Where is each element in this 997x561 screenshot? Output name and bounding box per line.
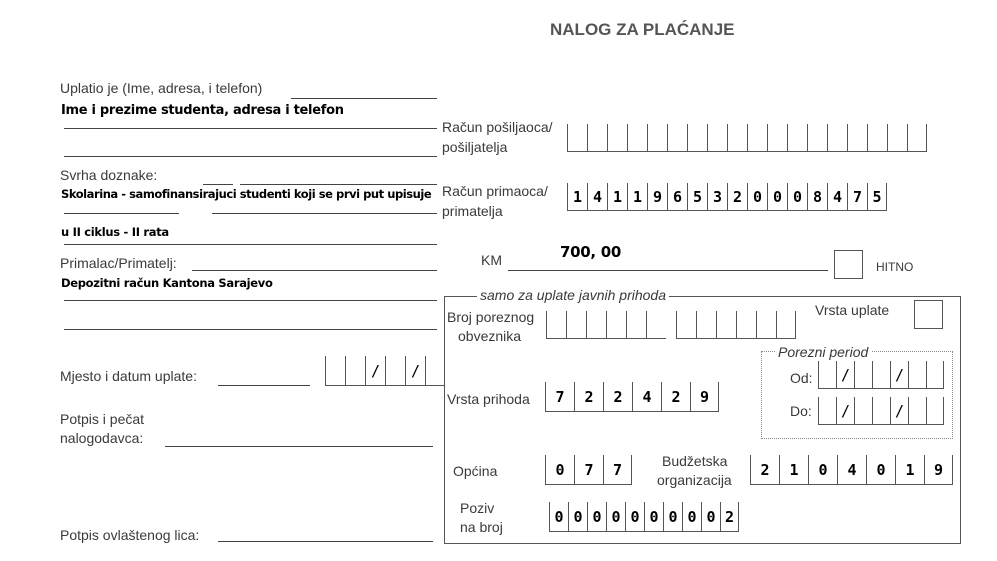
primalac-value[interactable]: Depozitni račun Kantona Sarajevo [61, 276, 273, 290]
date-cell[interactable] [836, 397, 854, 425]
form-title: NALOG ZA PLAĆANJE [550, 20, 735, 39]
digit-cell[interactable] [567, 124, 587, 152]
svrha-line-1b [240, 184, 437, 185]
porezni-period-legend: Porezni period [775, 344, 871, 361]
vrsta-prihoda-field[interactable] [545, 382, 719, 412]
digit-cell[interactable]: 7 [545, 382, 574, 412]
date-field[interactable] [325, 356, 445, 386]
digit-cell[interactable]: 2 [574, 382, 603, 412]
do-label: Do: [790, 403, 812, 419]
date-slash: / [370, 361, 381, 380]
digit-cell[interactable]: 6 [667, 183, 687, 211]
date-cell[interactable] [908, 397, 926, 425]
digit-cell[interactable] [776, 311, 796, 339]
digit-cell[interactable] [807, 124, 827, 152]
ovlastenog-line[interactable] [218, 541, 433, 542]
digit-cell[interactable]: 7 [574, 455, 603, 485]
km-label: KM [481, 252, 502, 268]
date-cell[interactable] [890, 361, 908, 389]
digit-cell[interactable]: 7 [603, 455, 632, 485]
digit-cell[interactable] [827, 124, 847, 152]
digit-cell[interactable] [727, 124, 747, 152]
poziv-label-1: Poziv [460, 500, 495, 516]
digit-cell[interactable] [607, 124, 627, 152]
svrha-label: Svrha doznake: [60, 167, 158, 183]
digit-cell[interactable] [667, 124, 687, 152]
uplatio-line-2 [64, 128, 437, 129]
broj-poreznog-label-2: obveznika [458, 328, 522, 344]
digit-cell[interactable]: 0 [866, 455, 895, 485]
digit-cell[interactable]: 0 [767, 183, 787, 211]
digit-cell[interactable]: 9 [647, 183, 667, 211]
date-cell[interactable] [926, 361, 944, 389]
digit-cell[interactable] [566, 311, 586, 339]
date-slash: / [894, 365, 905, 384]
digit-cell[interactable]: 4 [587, 183, 607, 211]
svrha-value-2[interactable]: u II ciklus - II rata [61, 225, 169, 239]
digit-cell[interactable]: 1 [627, 183, 647, 211]
date-cell[interactable] [365, 356, 385, 386]
digit-cell[interactable]: 3 [707, 183, 727, 211]
budzetska-field[interactable] [750, 455, 953, 485]
date-slash: / [894, 401, 905, 420]
svrha-line-2b [212, 213, 437, 214]
digit-cell[interactable]: 0 [701, 502, 720, 532]
od-date-field[interactable] [818, 361, 944, 389]
uplatio-line-1 [291, 98, 437, 99]
date-cell[interactable] [872, 361, 890, 389]
mjesto-line[interactable] [218, 385, 310, 386]
digit-cell[interactable]: 0 [787, 183, 807, 211]
svrha-value-1[interactable]: Skolarina - samofinansirajuci studenti koji se prvi put upisuje [61, 187, 432, 201]
digit-cell[interactable]: 0 [545, 455, 574, 485]
digit-cell[interactable]: 2 [727, 183, 747, 211]
digit-cell[interactable]: 9 [924, 455, 953, 485]
date-cell[interactable] [854, 361, 872, 389]
racun-primaoca-label-1: Račun primaoca/ [442, 183, 548, 199]
amount-value[interactable]: 700, 00 [560, 243, 622, 261]
potpis-label-1: Potpis i pečat [60, 411, 145, 427]
digit-cell[interactable]: 2 [661, 382, 690, 412]
primalac-label: Primalac/Primatelj: [60, 255, 177, 271]
digit-cell[interactable] [676, 311, 696, 339]
primalac-line-1 [192, 270, 437, 271]
broj-poreznog-field[interactable] [546, 311, 796, 339]
hitno-label: HITNO [876, 260, 914, 274]
primalac-line-3 [64, 329, 437, 330]
digit-cell[interactable]: 1 [607, 183, 627, 211]
digit-cell[interactable] [756, 311, 776, 339]
date-cell[interactable] [872, 397, 890, 425]
potpis-line[interactable] [165, 446, 433, 447]
date-cell[interactable] [854, 397, 872, 425]
digit-cell[interactable]: 5 [867, 183, 887, 211]
uplatio-value[interactable]: Ime i prezime studenta, adresa i telefon [61, 103, 344, 118]
vrsta-prihoda-label: Vrsta prihoda [447, 391, 530, 407]
digit-cell[interactable] [867, 124, 887, 152]
digit-cell[interactable] [626, 311, 646, 339]
digit-cell[interactable] [587, 124, 607, 152]
digit-cell[interactable]: 1 [567, 183, 587, 211]
date-cell[interactable] [818, 397, 836, 425]
digit-cell[interactable]: 2 [603, 382, 632, 412]
date-cell[interactable] [836, 361, 854, 389]
do-date-field[interactable] [818, 397, 944, 425]
digit-cell[interactable] [787, 124, 807, 152]
digit-cell[interactable] [707, 124, 727, 152]
digit-cell[interactable]: 0 [644, 502, 663, 532]
digit-cell[interactable] [907, 124, 927, 152]
digit-cell[interactable]: 0 [606, 502, 625, 532]
digit-cell[interactable] [586, 311, 606, 339]
vrsta-uplate-box[interactable] [914, 300, 943, 329]
digit-cell[interactable] [627, 124, 647, 152]
digit-cell[interactable]: 4 [632, 382, 661, 412]
digit-cell[interactable]: 2 [720, 502, 739, 532]
digit-cell[interactable]: 0 [568, 502, 587, 532]
digit-cell[interactable] [767, 124, 787, 152]
digit-cell[interactable]: 2 [750, 455, 779, 485]
javni-prihodi-legend: samo za uplate javnih prihoda [477, 287, 669, 304]
potpis-label-2: nalogodavca: [60, 430, 144, 446]
racun-posiljaoca-field[interactable] [567, 124, 927, 152]
digit-cell[interactable] [687, 124, 707, 152]
amount-line [508, 270, 828, 271]
date-slash: / [410, 361, 421, 380]
racun-posiljaoca-label-1: Račun pošiljaoca/ [442, 119, 553, 135]
digit-cell[interactable] [646, 311, 666, 339]
digit-cell[interactable] [716, 311, 736, 339]
broj-poreznog-label-1: Broj poreznog [447, 309, 535, 325]
digit-cell[interactable]: 5 [687, 183, 707, 211]
digit-cell[interactable] [736, 311, 756, 339]
digit-cell[interactable] [847, 124, 867, 152]
date-slash: / [840, 401, 851, 420]
opcina-label: Općina [453, 463, 498, 479]
digit-cell[interactable]: 0 [587, 502, 606, 532]
digit-cell[interactable] [546, 311, 566, 339]
digit-cell[interactable]: 0 [747, 183, 767, 211]
hitno-checkbox[interactable] [834, 250, 863, 279]
uplatio-label: Uplatio je (Ime, adresa, i telefon) [60, 80, 263, 96]
digit-cell[interactable]: 9 [690, 382, 719, 412]
digit-cell[interactable]: 1 [779, 455, 808, 485]
date-cell[interactable] [345, 356, 365, 386]
digit-cell[interactable]: 0 [682, 502, 701, 532]
svrha-line-3 [64, 244, 437, 245]
digit-cell[interactable] [887, 124, 907, 152]
svrha-line-1a [203, 184, 233, 185]
vrsta-uplate-label: Vrsta uplate [815, 302, 890, 318]
digit-cell[interactable]: 0 [808, 455, 837, 485]
digit-cell[interactable] [696, 311, 716, 339]
date-cell[interactable] [405, 356, 425, 386]
digit-cell[interactable]: 4 [837, 455, 866, 485]
digit-cell[interactable] [647, 124, 667, 152]
poziv-label-2: na broj [460, 519, 503, 535]
digit-cell[interactable]: 0 [549, 502, 568, 532]
digit-cell[interactable]: 0 [625, 502, 644, 532]
date-slash: / [840, 365, 851, 384]
date-cell[interactable] [385, 356, 405, 386]
digit-cell[interactable]: 7 [847, 183, 867, 211]
primalac-line-2 [64, 300, 437, 301]
od-label: Od: [790, 370, 813, 386]
budzetska-label-1: Budžetska [662, 453, 728, 469]
digit-cell[interactable]: 4 [827, 183, 847, 211]
date-cell[interactable] [425, 356, 445, 386]
date-cell[interactable] [908, 361, 926, 389]
racun-primaoca-label-2: primatelja [442, 203, 503, 219]
digit-cell[interactable]: 8 [807, 183, 827, 211]
digit-cell[interactable]: 0 [663, 502, 682, 532]
mjesto-label: Mjesto i datum uplate: [60, 368, 197, 384]
uplatio-line-3 [64, 156, 437, 157]
date-cell[interactable] [926, 397, 944, 425]
date-cell[interactable] [890, 397, 908, 425]
racun-primaoca-field[interactable] [567, 183, 887, 211]
budzetska-label-2: organizacija [657, 472, 732, 488]
svrha-line-2a [64, 213, 179, 214]
digit-cell[interactable] [747, 124, 767, 152]
digit-cell[interactable] [606, 311, 626, 339]
ovlastenog-label: Potpis ovlaštenog lica: [60, 527, 200, 543]
poziv-field[interactable] [549, 502, 739, 532]
date-cell[interactable] [325, 356, 345, 386]
racun-posiljaoca-label-2: pošiljatelja [442, 139, 508, 155]
opcina-field[interactable] [545, 455, 632, 485]
digit-cell[interactable]: 1 [895, 455, 924, 485]
date-cell[interactable] [818, 361, 836, 389]
